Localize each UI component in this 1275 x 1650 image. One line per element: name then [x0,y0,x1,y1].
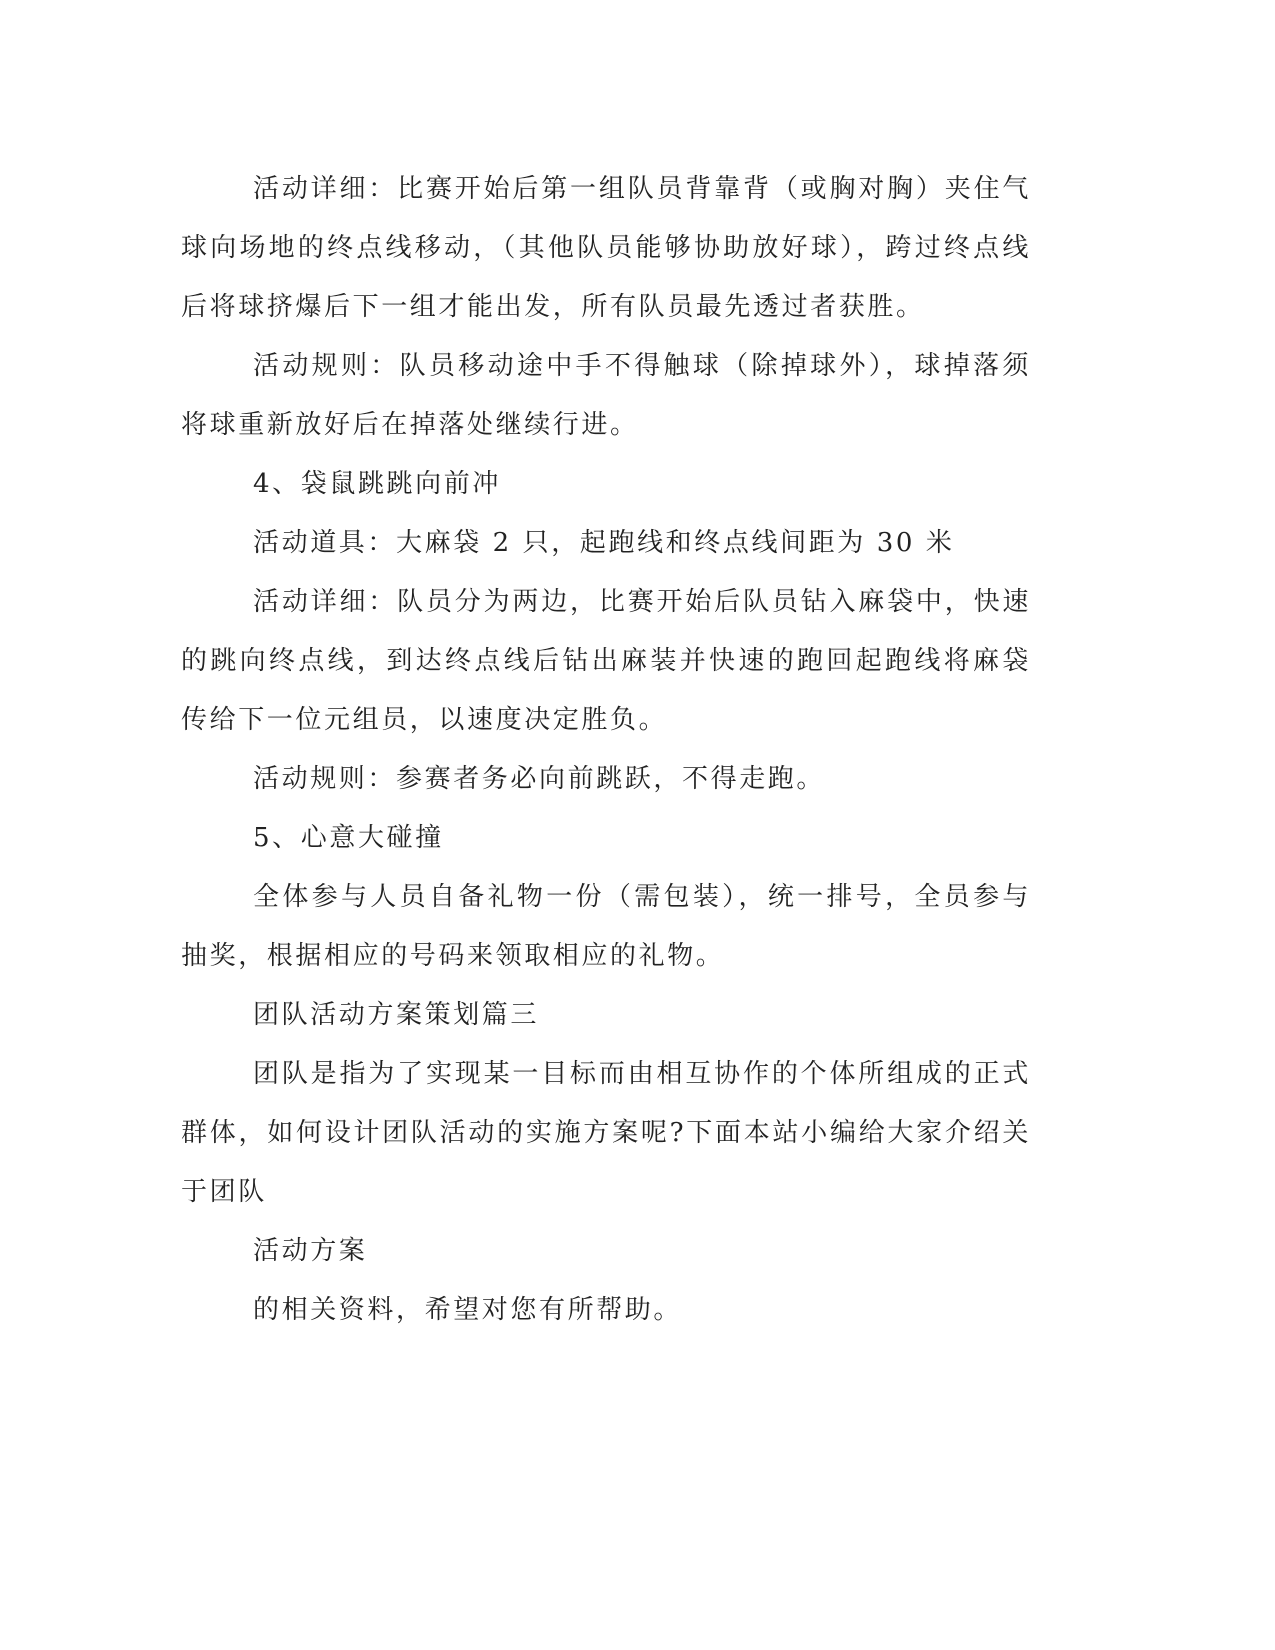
heading-kangaroo-jump: 4、袋鼠跳跳向前冲 [253,469,501,499]
heading-gift-exchange: 5、心意大碰撞 [253,823,444,853]
paragraph-kangaroo-rules: 活动规则：参赛者务必向前跳跃，不得走跑。 [253,764,826,794]
paragraph-kangaroo-props: 活动道具：大麻袋 2 只，起跑线和终点线间距为 30 米 [253,528,955,558]
section-heading-part-three: 团队活动方案策划篇三 [253,1000,540,1030]
paragraph-activity-plan: 活动方案 [253,1236,368,1266]
paragraph-balloon-rules: 活动规则：队员移动途中手不得触球（除掉球外），球掉落须将球重新放好后在掉落处继续行进。 [181,351,1031,440]
paragraph-kangaroo-details: 活动详细：队员分为两边，比赛开始后队员钻入麻袋中，快速的跳向终点线，到达终点线后钻出麻装并快速的跑回起跑线将麻袋传给下一位元组员，以速度决定胜负。 [181,587,1031,735]
paragraph-balloon-details: 活动详细：比赛开始后第一组队员背靠背（或胸对胸）夹住气球向场地的终点线移动，（其他队员能够协助放好球），跨过终点线后将球挤爆后下一组才能出发，所有队员最先透过者获胜。 [181,174,1031,322]
document-body [181,160,1031,1340]
paragraph-team-definition: 团队是指为了实现某一目标而由相互协作的个体所组成的正式群体，如何设计团队活动的实施方案呢?下面本站小编给大家介绍关于团队 [181,1059,1031,1207]
paragraph-closing: 的相关资料，希望对您有所帮助。 [253,1295,683,1325]
paragraph-gift-exchange: 全体参与人员自备礼物一份（需包装），统一排号，全员参与抽奖，根据相应的号码来领取相应的礼物。 [181,882,1031,971]
